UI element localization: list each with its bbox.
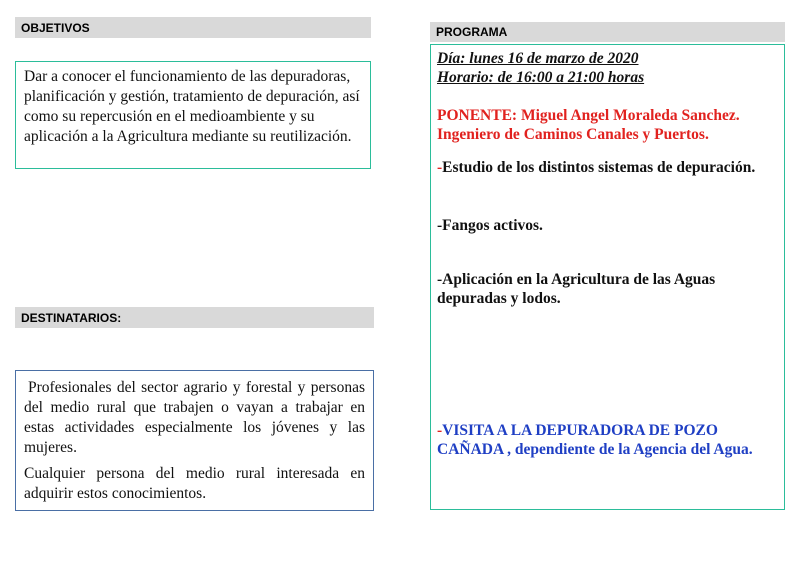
programa-dia: Día: lunes 16 de marzo de 2020 (437, 50, 639, 67)
programa-item-3 (437, 270, 778, 308)
programa-visita-dash: - (437, 422, 443, 439)
programa-item-1-text: Estudio de los distintos sistemas de depuración. (442, 159, 756, 176)
programa-item-3-text: Aplicación en la Agricultura de las Aguas depuradas y lodos. (437, 271, 716, 307)
programa-header-label: PROGRAMA (436, 25, 508, 39)
objetivos-text: Dar a conocer el funcionamiento de las depuradoras, planificación y gestión, tratamiento de depuración, así como su repercusión en el medioambiente y su aplicación a la Agricultura mediante su reutilización. (24, 68, 360, 145)
ponente-title: Ingeniero de Caminos Canales y Puertos. (437, 126, 709, 143)
objetivos-header-label: OBJETIVOS (21, 20, 90, 35)
programa-box (430, 44, 785, 510)
programa-item-1-dash: - (437, 159, 443, 176)
objetivos-box (15, 61, 371, 169)
programa-item-1 (437, 158, 778, 177)
destinatarios-header (15, 307, 374, 328)
programa-item-3-dash: - (437, 271, 443, 288)
programa-visita (437, 421, 778, 459)
objetivos-header (15, 17, 371, 38)
programa-item-2 (437, 216, 778, 235)
programa-visita-text: VISITA A LA DEPURADORA DE POZO CAÑADA , dependiente de la Agencia del Agua. (437, 422, 753, 458)
programa-item-2-dash: - (437, 217, 443, 234)
programa-horario: Horario: de 16:00 a 21:00 horas (437, 69, 645, 86)
destinatarios-paragraph-2: Cualquier persona del medio rural interesada en adquirir estos conocimientos. (24, 465, 365, 502)
ponente-name: PONENTE: Miguel Angel Moraleda Sanchez. (437, 107, 740, 124)
destinatarios-box (15, 370, 374, 511)
programa-item-2-text: Fangos activos. (442, 217, 543, 234)
destinatarios-paragraph-1: Profesionales del sector agrario y forestal y personas del medio rural que trabajen o vayan a trabajar en estas actividades especialmente los jóvenes y las mujeres. (24, 379, 365, 456)
programa-header (430, 22, 785, 42)
destinatarios-header-label: DESTINATARIOS: (21, 310, 122, 325)
